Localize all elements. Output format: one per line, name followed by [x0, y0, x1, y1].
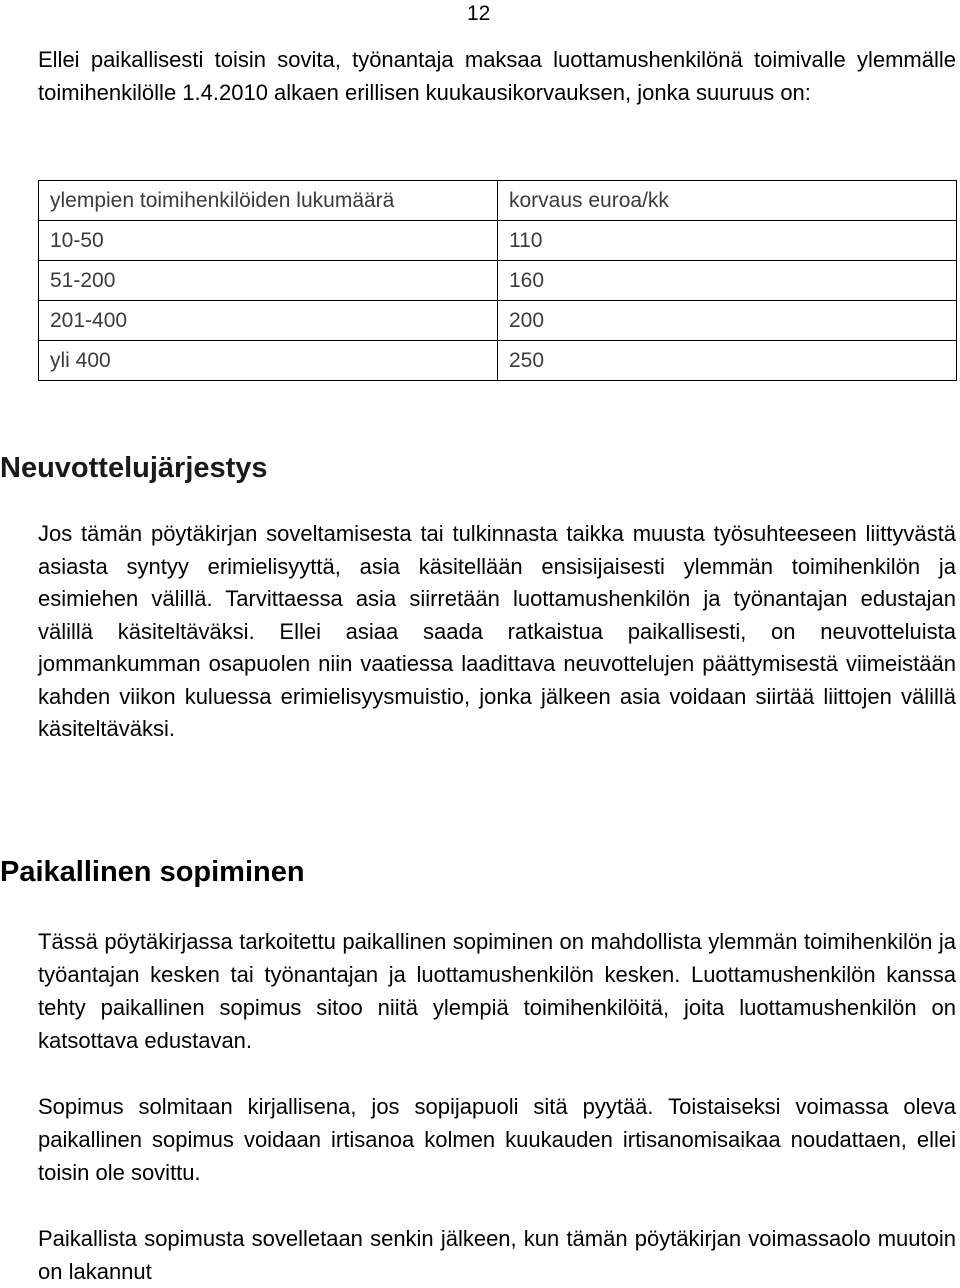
table-cell: 110 [498, 221, 957, 261]
table-row [39, 341, 957, 381]
fee-table [38, 180, 957, 381]
section-heading-neuvottelujarjestys: Neuvottelujärjestys [0, 452, 268, 484]
section-paragraph: Paikallista sopimusta sovelletaan senkin jälkeen, kun tämän pöytäkirjan voimassaolo muutoin on lakannut [38, 1226, 956, 1284]
table-cell: 250 [498, 341, 957, 381]
table-cell: 201-400 [39, 301, 498, 341]
table-cell: 10-50 [39, 221, 498, 261]
table-header-cell: ylempien toimihenkilöiden lukumäärä [39, 181, 498, 221]
section-heading-paikallinen-sopiminen: Paikallinen sopiminen [0, 856, 305, 888]
section-paragraph: Tässä pöytäkirjassa tarkoitettu paikallinen sopiminen on mahdollista ylemmän toimihenkilön ja työantajan kesken tai työnantajan ja luottamushenkilön kesken. Luottamushenkilön kanssa tehty paikallinen sopimus sitoo niitä ylempiä toimihenkilöitä, joita luottamushenkilön on katsottava edustavan. [38, 929, 956, 1053]
table-cell: 200 [498, 301, 957, 341]
table-header-cell: korvaus euroa/kk [498, 181, 957, 221]
table-row [39, 261, 957, 301]
section-paragraph: Sopimus solmitaan kirjallisena, jos sopijapuoli sitä pyytää. Toistaiseksi voimassa oleva paikallinen sopimus voidaan irtisanoa kolmen kuukauden irtisanomisaikaa noudattaen, ellei toisin ole sovittu. [38, 1094, 956, 1185]
table-header-row [39, 181, 957, 221]
table-row [39, 301, 957, 341]
table-cell: yli 400 [39, 341, 498, 381]
table-row [39, 221, 957, 261]
table-cell: 51-200 [39, 261, 498, 301]
intro-paragraph: Ellei paikallisesti toisin sovita, työnantaja maksaa luottamushenkilönä toimivalle ylemmälle toimihenkilölle 1.4.2010 alkaen erillisen kuukausikorvauksen, jonka suuruus on: [38, 47, 956, 105]
section-paragraph: Jos tämän pöytäkirjan soveltamisesta tai tulkinnasta taikka muusta työsuhteeseen liittyvästä asiasta syntyy erimielisyyttä, asia käsitellään ensisijaisesti ylemmän toimihenkilön ja esimiehen välillä. Tarvittaessa asia siirretään luottamushenkilön ja työnantajan edustajan välillä käsiteltäväksi. Ellei asiaa saada ratkaistua paikallisesti, on neuvotteluista jommankumman osapuolen niin vaatiessa laadittava neuvottelujen päättymisestä viimeistään kahden viikon kuluessa erimielisyysmuistio, jonka jälkeen asia voidaan siirtää liittojen välillä käsiteltäväksi. [38, 521, 956, 741]
table-cell: 160 [498, 261, 957, 301]
page-number: 12 [467, 2, 491, 25]
